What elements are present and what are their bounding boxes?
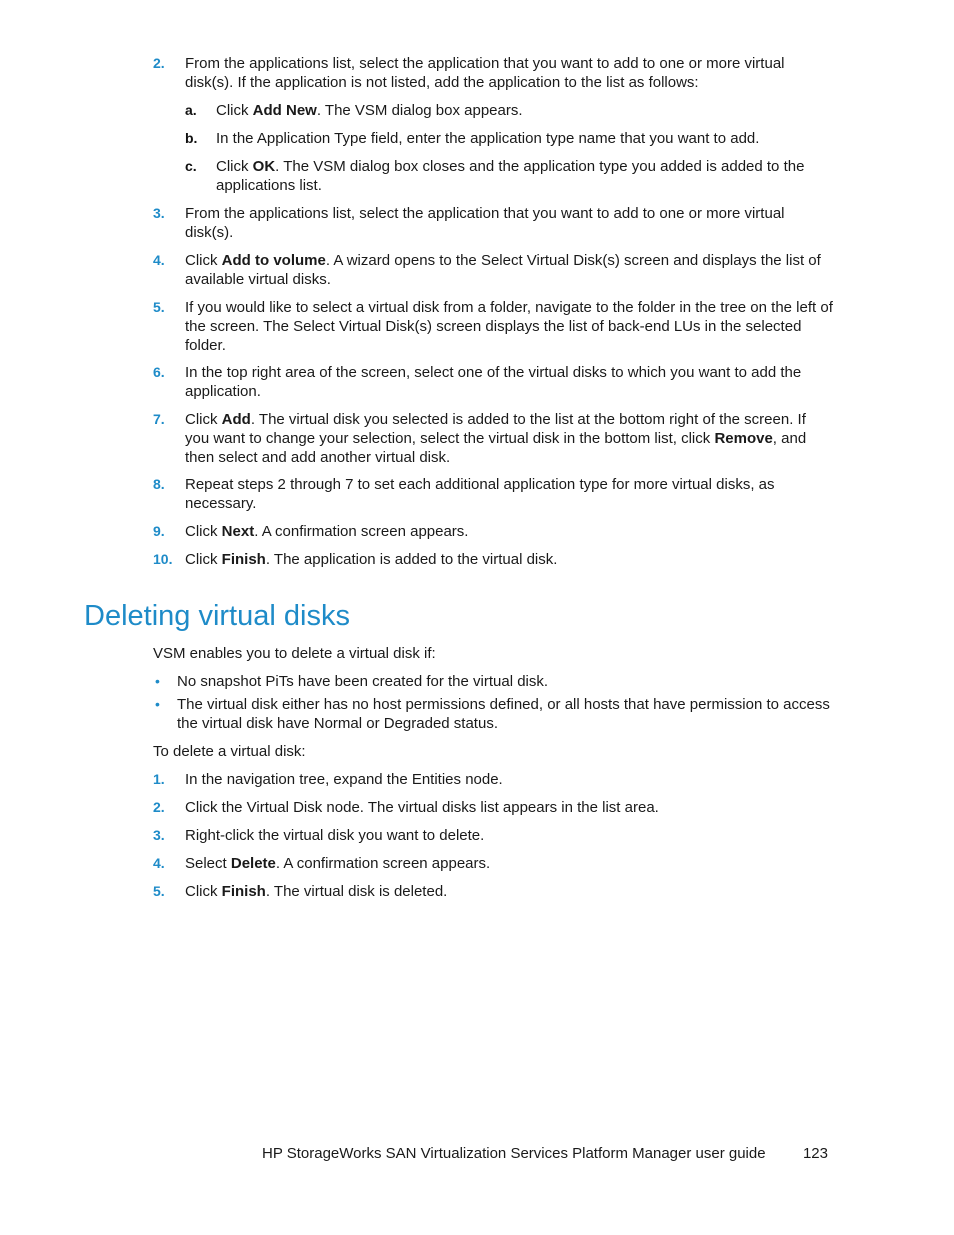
step-number: 9. xyxy=(153,523,165,539)
step-number: 7. xyxy=(153,411,165,427)
substep-letter: c. xyxy=(185,158,197,174)
step-text: From the applications list, select the application that you want to add to one or more virtual disk(s). If the application is not listed, add the application to the list as follows: xyxy=(185,55,785,91)
delete-step-4 xyxy=(153,854,833,873)
bullet-item xyxy=(153,695,833,733)
step-number: 2. xyxy=(153,799,165,815)
step-3 xyxy=(153,204,833,242)
step-number: 2. xyxy=(153,55,165,71)
step-number: 8. xyxy=(153,476,165,492)
step-number: 3. xyxy=(153,205,165,221)
delete-step-3 xyxy=(153,826,833,845)
delete-step-1 xyxy=(153,770,833,789)
step-number: 5. xyxy=(153,883,165,899)
substep-c xyxy=(185,157,835,195)
step-text: Repeat steps 2 through 7 to set each additional application type for more virtual disks, as necessary. xyxy=(185,476,775,512)
substep-letter: b. xyxy=(185,130,198,146)
step-text: In the navigation tree, expand the Entities node. xyxy=(185,771,503,788)
step-9 xyxy=(153,522,833,541)
step-number: 4. xyxy=(153,252,165,268)
step-7 xyxy=(153,410,833,467)
step-text: Click the Virtual Disk node. The virtual disks list appears in the list area. xyxy=(185,799,659,816)
step-8 xyxy=(153,475,833,513)
step-number: 3. xyxy=(153,827,165,843)
step-text: Right-click the virtual disk you want to delete. xyxy=(185,827,485,844)
step-2 xyxy=(153,54,833,92)
step-text: In the top right area of the screen, select one of the virtual disks to which you want to add the application. xyxy=(185,364,802,400)
step-number: 4. xyxy=(153,855,165,871)
step-5 xyxy=(153,298,833,355)
step-4 xyxy=(153,251,833,289)
substep-text: Click OK. The VSM dialog box closes and the application type you added is added to the applications list. xyxy=(216,158,805,194)
step-text: Click Finish. The application is added to the virtual disk. xyxy=(185,551,558,568)
substep-text: Click Add New. The VSM dialog box appears. xyxy=(216,102,523,119)
step-number: 1. xyxy=(153,771,165,787)
delete-step-5 xyxy=(153,882,833,901)
step-10 xyxy=(153,550,833,569)
bullet-item xyxy=(153,672,833,691)
substep-a xyxy=(185,101,835,120)
page-number: 123 xyxy=(802,1145,828,1162)
step-6 xyxy=(153,363,833,401)
step-number: 5. xyxy=(153,299,165,315)
step-text: Click Finish. The virtual disk is deleted. xyxy=(185,883,448,900)
step-text: From the applications list, select the application that you want to add to one or more virtual disk(s). xyxy=(185,205,785,241)
footer-title: HP StorageWorks SAN Virtualization Services Platform Manager user guide xyxy=(262,1145,766,1162)
step-text: Click Add to volume. A wizard opens to the Select Virtual Disk(s) screen and displays the list of available virtual disks. xyxy=(185,252,821,288)
bullet-icon: • xyxy=(155,673,160,689)
step-number: 10. xyxy=(153,551,173,567)
bullet-icon: • xyxy=(155,696,160,712)
section-intro: VSM enables you to delete a virtual disk if: xyxy=(153,645,436,662)
step-text: If you would like to select a virtual disk from a folder, navigate to the folder in the tree on the left of the screen. The Select Virtual Disk(s) screen displays the list of back-end LUs in the selected folder. xyxy=(185,299,833,354)
step-text: Click Next. A confirmation screen appears. xyxy=(185,523,469,540)
section-lead: To delete a virtual disk: xyxy=(153,743,306,760)
substep-text: In the Application Type field, enter the application type name that you want to add. xyxy=(216,130,760,147)
substep-letter: a. xyxy=(185,102,197,118)
substep-b xyxy=(185,129,835,148)
bullet-text: No snapshot PiTs have been created for the virtual disk. xyxy=(177,673,549,690)
delete-step-2 xyxy=(153,798,833,817)
bullet-text: The virtual disk either has no host permissions defined, or all hosts that have permission to access the virtual disk have Normal or Degraded status. xyxy=(177,696,830,732)
step-text: Click Add. The virtual disk you selected is added to the list at the bottom right of the screen. If you want to change your selection, select the virtual disk in the bottom list, click Remove, and then select and add another virtual disk. xyxy=(185,411,807,466)
step-number: 6. xyxy=(153,364,165,380)
section-heading: Deleting virtual disks xyxy=(84,600,350,632)
step-text: Select Delete. A confirmation screen appears. xyxy=(185,855,491,872)
